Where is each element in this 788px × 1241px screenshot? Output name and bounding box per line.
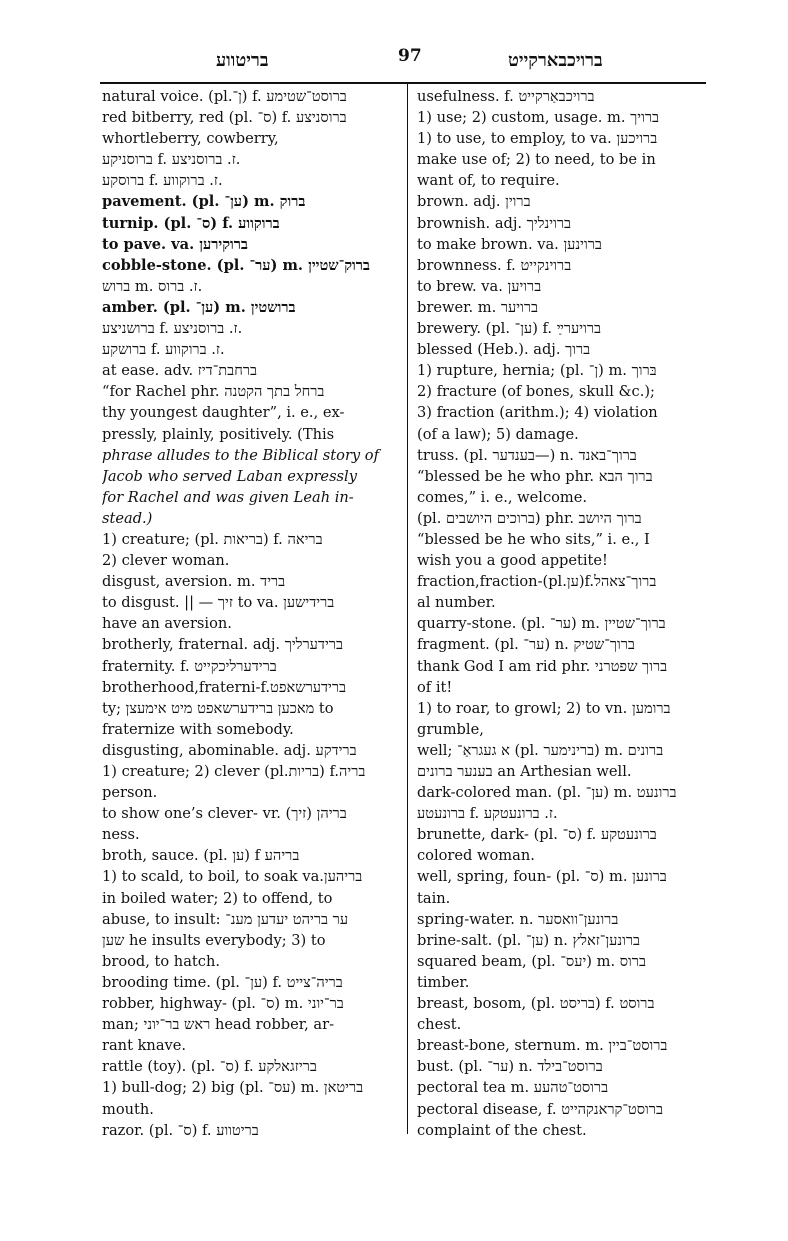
entry-line: turnip. (pl. ס־) f. ברוקווע (102, 214, 280, 232)
entry-line: tain. (417, 889, 451, 907)
entry-line: quarry-stone. (pl. ער־) m. ברוך־שטיין (417, 615, 666, 633)
entry-line: spring-water. n. ברונען־וואסער (417, 910, 619, 928)
entry-line: usefulness. f. ברויכבאַרקייט (417, 88, 595, 105)
entry-line: at ease. adv. ברחבת־דיז (102, 362, 258, 380)
entry-line: to disgust. || — זיך to va. ברידישען (102, 594, 335, 612)
entry-line: brood, to hatch. (102, 952, 220, 970)
left-running-head: בריטווע (216, 50, 269, 71)
entry-line: 1) rupture, hernia; (pl. ן־) m. בּרוך (417, 362, 657, 380)
entry-line: fraternity. f. ברידערליכקייט (102, 657, 277, 675)
entry-line: abuse, to insult: ער בריהט יעדען מענ־ (102, 910, 349, 928)
entry-line: ברוש m. ז. ברוס. (102, 277, 203, 295)
entry-line: fragment. (pl. ער־) n. ברוך־שטיק (417, 636, 635, 654)
entry-line: 1) use; 2) custom, usage. m. ברויך (417, 109, 660, 127)
entry-line: brooding time. (pl. ען־) f. בריה־צייט (102, 973, 343, 991)
entry-line: complaint of the chest. (417, 1121, 587, 1139)
entry-line: brewer. m. ברויער (417, 298, 539, 316)
entry-line: ברושקע f. ז. ברוקווע. (102, 341, 225, 359)
column-divider (407, 84, 408, 1134)
right-running-head: ברויכבארקייט (508, 50, 603, 71)
entry-line: razor. (pl. ס־) f. בריטווע (102, 1121, 259, 1139)
entry-line: 1) creature; (pl. בריאות) f. בריאה (102, 530, 323, 548)
entry-line: 3) fraction (arithm.); 4) violation (417, 404, 658, 422)
entry-line: ברונעטע f. ז. ברונעטקע. (417, 805, 558, 823)
entry-line: to make brown. va. ברוינען (417, 235, 602, 253)
entry-line: “blessed be he who sits,” i. e., I (417, 530, 650, 548)
entry-line: “blessed be he who phr. ברוך הבא (417, 467, 653, 485)
entry-line: 1) to use, to employ, to va. ברויכען (417, 130, 658, 148)
entry-line: man; ראש בר־יוני head robber, ar- (102, 1016, 335, 1034)
entry-line: 1) to scald, to boil, to soak va.בריהען (102, 868, 363, 886)
entry-line: 1) bull-dog; 2) big (pl. עס־) m. בריטאן (102, 1079, 364, 1097)
entry-line: pectoral tea m. ברוסט־טהעע (417, 1079, 609, 1097)
entry-line: brotherhood,fraterni-f.ברידערשאפט (102, 678, 347, 696)
entry-line: for Rachel and was given Leah in- (102, 488, 354, 506)
entry-line: בענער ברונים an Arthesian well. (417, 763, 632, 780)
entry-line: cobble-stone. (pl. ער־) m. ברוק־שטיין (102, 256, 370, 274)
entry-line: fraction,fraction-(pl.ען)f.ברוך־צאהל (417, 573, 657, 591)
entry-line: breast, bosom, (pl. בריסט) f. ברוסט (417, 995, 655, 1013)
entry-line: disgusting, abominable. adj. ברידקע (102, 741, 357, 759)
entry-line: dark-colored man. (pl. ען־) m. ברונעט (417, 784, 677, 802)
entry-line: disgust, aversion. m. בריד (102, 573, 286, 591)
entry-line: mouth. (102, 1100, 154, 1118)
entry-line: rant knave. (102, 1037, 187, 1055)
entry-line: rattle (toy). (pl. ס־) f. בריזגאלקע (102, 1058, 317, 1076)
entry-line: amber. (pl. ען־) m. ברושטין (102, 298, 296, 316)
right-column (417, 86, 705, 1141)
entry-line: brown. adj. ברוין (417, 193, 531, 211)
entry-line: in boiled water; 2) to offend, to (102, 889, 333, 907)
entry-line: (of a law); 5) damage. (417, 425, 579, 443)
left-column (102, 86, 400, 1141)
entry-line: truss. (pl. בענדער—) n. ברוך־באנד (417, 446, 637, 464)
entry-line: שען he insults everybody; 3) to (102, 931, 326, 949)
entry-line: 2) clever woman. (102, 552, 230, 570)
entry-line: pavement. (pl. ען־) m. ברוק (102, 193, 306, 211)
entry-line: Jacob who served Laban expressly (102, 467, 357, 485)
entry-line: ty; מאכען ברידערשאפט מיט אימעצן to (102, 699, 334, 717)
entry-line: timber. (417, 973, 470, 991)
entry-line: wish you a good appetite! (417, 552, 608, 570)
entry-line: “for Rachel phr. ברחל בתך הקטנה (102, 383, 325, 401)
entry-line: brunette, dark- (pl. ס־) f. ברונעטקע (417, 826, 657, 844)
entry-line: fraternize with somebody. (102, 720, 294, 738)
entry-line: of it! (417, 678, 453, 696)
entry-line: grumble, (417, 720, 484, 738)
entry-line: bust. (pl. ער־) n. ברוסט־בילד (417, 1058, 603, 1076)
entry-line: make use of; 2) to need, to be in (417, 151, 656, 169)
entry-line: brine-salt. (pl. ען־) n. ברונען־זאלץ (417, 931, 641, 949)
entry-line: breast-bone, sternum. m. ברוסט־ביין (417, 1037, 668, 1055)
entry-line: phrase alludes to the Biblical story of (102, 446, 379, 464)
page-header (100, 46, 700, 74)
entry-line: to pave. va. ברוקירען (102, 235, 248, 253)
entry-line: well, spring, foun- (pl. ס־) m. ברונען (417, 868, 667, 886)
entry-line: pectoral disease, f. ברוסט־קראנקהייט (417, 1100, 663, 1118)
entry-line: brownness. f. ברוינקייט (417, 256, 572, 274)
entry-line: colored woman. (417, 847, 535, 865)
entry-line: brownish. adj. ברוינליך (417, 214, 572, 232)
entry-line: brewery. (pl. ען־) f. ברויערײַ (417, 320, 602, 338)
entry-line: 1) creature; 2) clever (pl.בריות) f.בריה (102, 763, 366, 780)
entry-line: thy youngest daughter”, i. e., ex- (102, 404, 345, 422)
entry-line: have an aversion. (102, 615, 232, 633)
entry-line: al number. (417, 594, 496, 612)
entry-line: squared beam, (pl. יעס־) m. ברוס (417, 952, 646, 970)
entry-line: to brew. va. ברויען (417, 277, 542, 295)
entry-line: 1) to roar, to growl; 2) to vn. ברומען (417, 699, 671, 717)
entry-line: thank God I am rid phr. ברוך שפטרני (417, 657, 668, 675)
entry-line: to show one’s clever- vr. (זיך) בריהן (102, 805, 347, 823)
entry-line: chest. (417, 1016, 462, 1034)
entry-line: red bitberry, red (pl. ס־) f. ברוסניצע (102, 109, 347, 127)
entry-line: want of, to require. (417, 172, 560, 190)
entry-line: (pl. ברוכים היושבים) phr. ברוך היושב (417, 509, 642, 527)
entry-line: pressly, plainly, positively. (This (102, 425, 335, 443)
header-rule (100, 82, 706, 84)
entry-line: whortleberry, cowberry, (102, 130, 279, 148)
entry-line: ברוסקע f. ז. ברוקווע. (102, 172, 223, 190)
entry-line: natural voice. (pl.ן־) f. ברוסט־שטימע (102, 88, 347, 105)
entry-line: broth, sauce. (pl. ען) f בריהע (102, 847, 300, 865)
entry-line: stead.) (102, 509, 153, 527)
entry-line: ness. (102, 826, 140, 844)
entry-line: well; א געגראַ־ (pl. ברינימער) m. ברונים (417, 741, 664, 759)
entry-line: comes,” i. e., welcome. (417, 488, 588, 506)
page-number: 97 (398, 46, 422, 66)
entry-line: 2) fracture (of bones, skull &c.); (417, 383, 655, 401)
entry-line: ברושניצע f. ז. ברוסניצע. (102, 320, 243, 338)
entry-line: ברוסניקע f. ז. ברוסניצע. (102, 151, 241, 169)
entry-line: blessed (Heb.). adj. ברוך (417, 341, 591, 359)
entry-line: person. (102, 784, 158, 802)
entry-line: brotherly, fraternal. adj. ברידערליך (102, 636, 343, 654)
entry-line: robber, highway- (pl. ס־) m. בר־יוני (102, 995, 344, 1013)
